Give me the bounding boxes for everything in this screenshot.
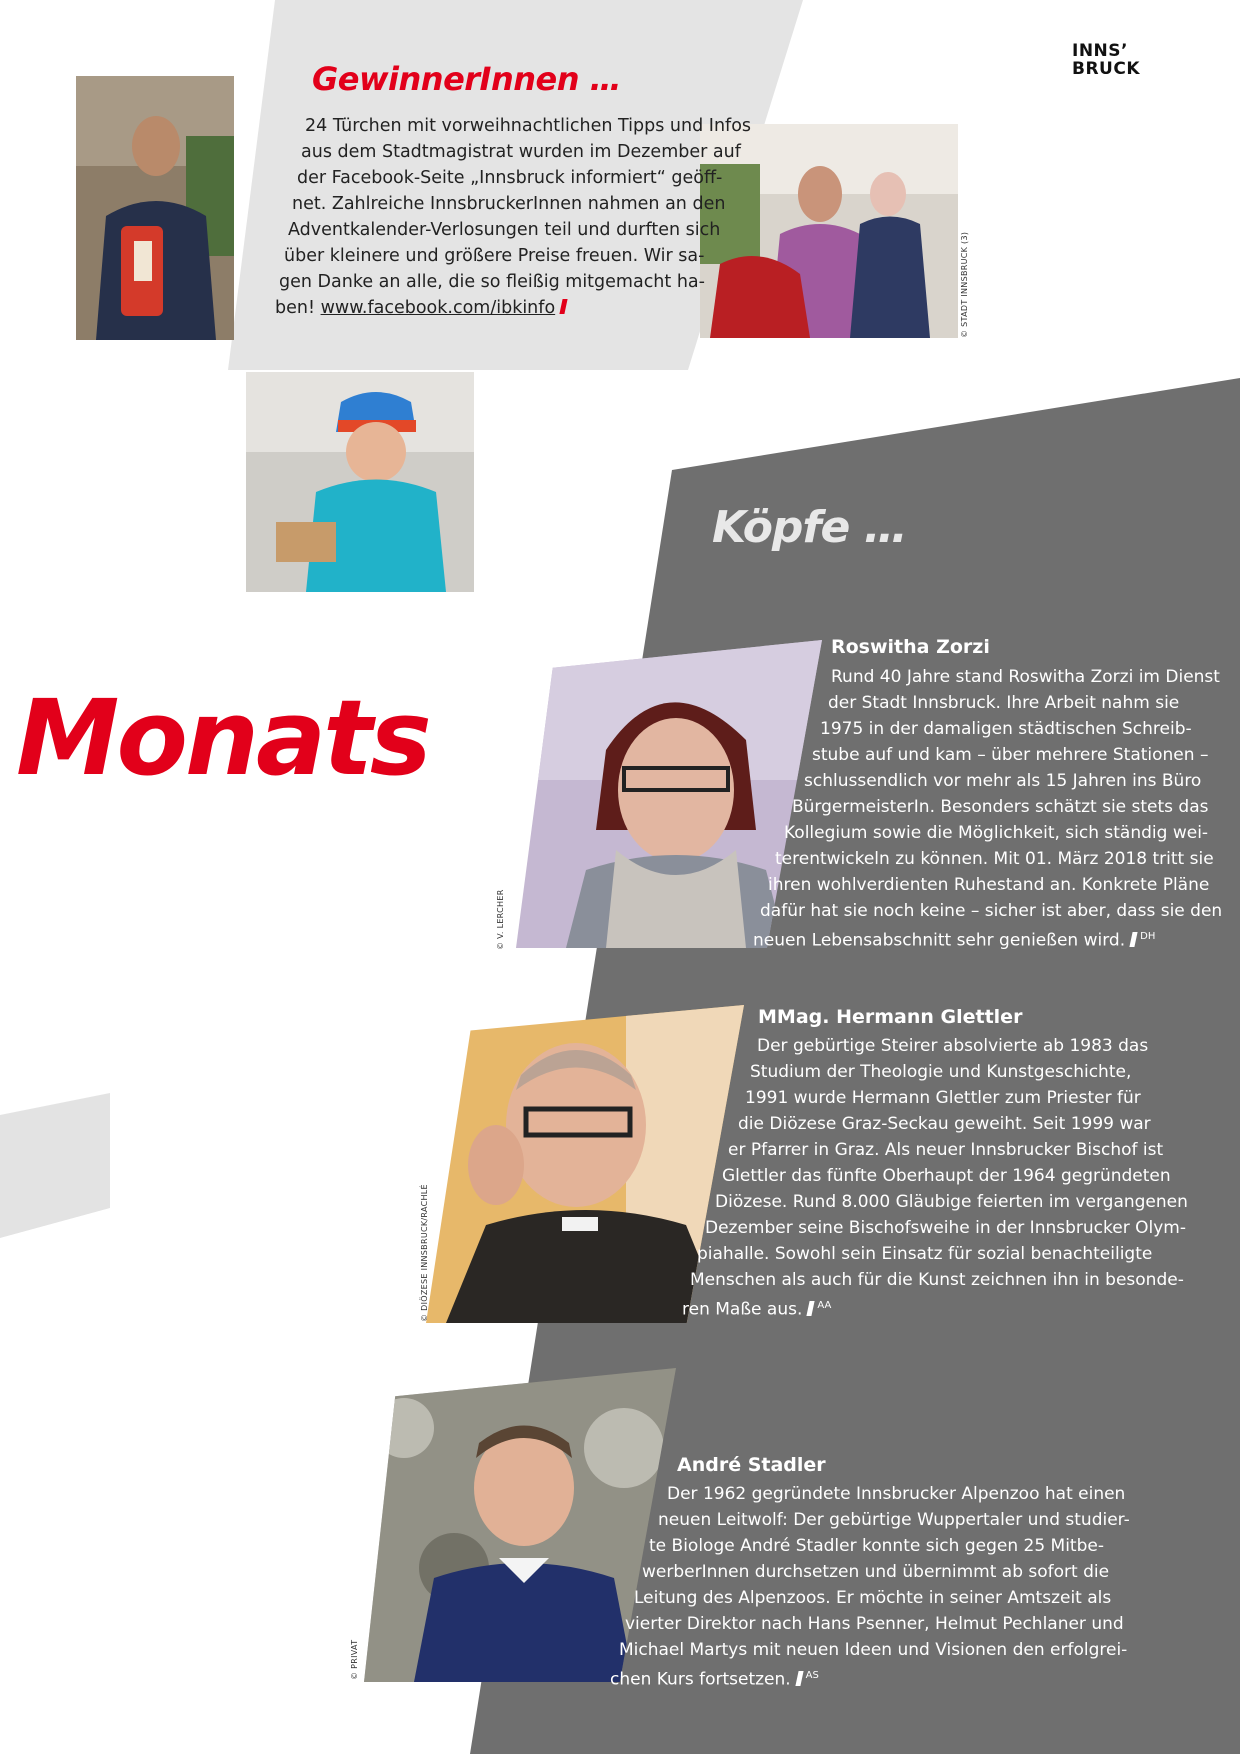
person-name-2: MMag. Hermann Glettler	[758, 1006, 1023, 1028]
person-line: Leitung des Alpenzoos. Er möchte in seiner Amtszeit als	[634, 1588, 1112, 1608]
person-line: terentwickeln zu können. Mit 01. März 2018 tritt sie	[775, 849, 1214, 869]
person-line: vierter Direktor nach Hans Psenner, Helmut Pechlaner und	[625, 1614, 1124, 1634]
person-line: er Pfarrer in Graz. Als neuer Innsbrucker Bischof ist	[728, 1140, 1164, 1160]
author-initials: AA	[817, 1300, 832, 1311]
person-line-last	[610, 1663, 1240, 1693]
facebook-link[interactable]: www.facebook.com/ibkinfo	[320, 298, 556, 318]
person-line: Michael Martys mit neuen Ideen und Visionen den erfolgrei-	[619, 1640, 1128, 1660]
end-mark	[795, 1671, 803, 1686]
person-line: werberInnen durchsetzen und übernimmt ab sofort die	[642, 1562, 1110, 1582]
person-line: ren Maße aus.	[682, 1299, 803, 1320]
winners-line: 24 Türchen mit vorweihnachtlichen Tipps und Infos	[305, 116, 752, 136]
person-line: Glettler das fünfte Oberhaupt der 1964 gegründeten	[722, 1166, 1171, 1186]
logo-line-2: BRUCK	[1072, 59, 1141, 79]
person-line: neuen Lebensabschnitt sehr genießen wird.	[753, 930, 1126, 951]
person-line: BürgermeisterIn. Besonders schätzt sie stets das	[792, 797, 1209, 817]
person-line: dafür hat sie noch keine – sicher ist aber, dass sie den	[760, 901, 1223, 921]
person-line: Dezember seine Bischofsweihe in der Innsbrucker Olym-	[705, 1218, 1186, 1238]
person-line: 1975 in der damaligen städtischen Schreib-	[820, 719, 1192, 739]
end-mark	[560, 299, 568, 314]
person-line: te Biologe André Stadler konnte sich gegen 25 Mitbe-	[649, 1536, 1104, 1556]
person-name-1: Roswitha Zorzi	[831, 636, 990, 658]
person-line: Kollegium sowie die Möglichkeit, sich ständig wei-	[784, 823, 1209, 843]
innsbruck-logo	[1072, 42, 1140, 78]
person-line: neuen Leitwolf: Der gebürtige Wuppertaler und studier-	[658, 1510, 1130, 1530]
koepfe-heading: Köpfe …	[712, 502, 907, 553]
person-line: der Stadt Innsbruck. Ihre Arbeit nahm sie	[828, 693, 1180, 713]
person-line: Menschen als auch für die Kunst zeichnen ihn in besonde-	[690, 1270, 1184, 1290]
end-mark	[807, 1301, 815, 1316]
person-line: ihren wohlverdienten Ruhestand an. Konkrete Pläne	[768, 875, 1210, 895]
winners-line: der Facebook-Seite „Innsbruck informiert“ geöff-	[297, 168, 723, 188]
person-line: piahalle. Sowohl sein Einsatz für sozial benachteiligte	[697, 1244, 1153, 1264]
person-text-1	[0, 664, 1240, 954]
photo-credit-2: © DIÖZESE INNSBRUCK/RACHLÉ	[420, 1184, 429, 1322]
winners-line: ben!	[275, 298, 315, 318]
winners-line: Adventkalender-Verlosungen teil und durften sich	[288, 220, 721, 240]
end-mark	[1130, 932, 1138, 947]
person-line: chen Kurs fortsetzen.	[610, 1669, 791, 1690]
person-line: Der gebürtige Steirer absolvierte ab 1983 das	[757, 1036, 1149, 1056]
person-line-last	[682, 1293, 1240, 1323]
winners-line: über kleinere und größere Preise freuen. Wir sa-	[284, 246, 705, 266]
winners-line-last	[275, 295, 1240, 321]
person-text-3	[0, 1481, 1240, 1693]
winners-heading: GewinnerInnen …	[312, 60, 622, 98]
person-line: Rund 40 Jahre stand Roswitha Zorzi im Dienst	[831, 667, 1220, 687]
person-line: Studium der Theologie und Kunstgeschichte,	[750, 1062, 1132, 1082]
winners-photo-credit: © STADT INNSBRUCK (3)	[960, 231, 969, 338]
winners-line: net. Zahlreiche InnsbruckerInnen nahmen an den	[292, 194, 726, 214]
author-initials: AS	[805, 1670, 819, 1681]
photo-credit-3: © PRIVAT	[350, 1639, 359, 1680]
logo-line-1: INNS’	[1072, 41, 1128, 61]
winner-photo-child	[246, 372, 474, 592]
person-line-last	[753, 924, 1240, 954]
winners-line: gen Danke an alle, die so fleißig mitgemacht ha-	[279, 272, 705, 292]
author-initials: DH	[1140, 931, 1156, 942]
person-line: die Diözese Graz-Seckau geweiht. Seit 1999 war	[738, 1114, 1151, 1134]
person-line: Diözese. Rund 8.000 Gläubige feierten im vergangenen	[715, 1192, 1188, 1212]
winners-text	[0, 113, 1240, 321]
person-text-2	[0, 1033, 1240, 1323]
person-line: Der 1962 gegründete Innsbrucker Alpenzoo hat einen	[667, 1484, 1126, 1504]
person-name-3: André Stadler	[677, 1454, 826, 1476]
person-line: schlussendlich vor mehr als 15 Jahren ins Büro	[804, 771, 1202, 791]
winners-line: aus dem Stadtmagistrat wurden im Dezember auf	[301, 142, 741, 162]
monats-title: Monats	[16, 677, 429, 799]
person-line: 1991 wurde Hermann Glettler zum Priester für	[745, 1088, 1141, 1108]
photo-credit-1: © V. LERCHER	[496, 889, 505, 950]
person-line: stube auf und kam – über mehrere Stationen –	[812, 745, 1209, 765]
